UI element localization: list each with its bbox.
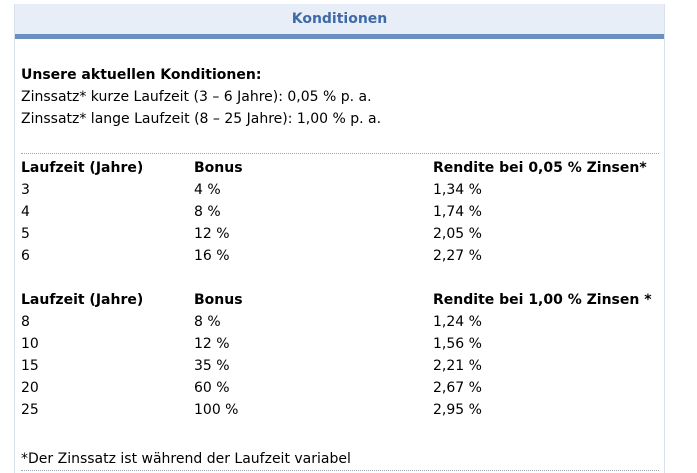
- table-row: [21, 223, 659, 245]
- col-header-bonus: Bonus: [194, 292, 243, 308]
- table-row: [21, 399, 659, 421]
- table-row: [21, 333, 659, 355]
- cell-term: 8: [21, 314, 30, 330]
- separator: [21, 153, 659, 154]
- table-row: [21, 179, 659, 201]
- cell-bonus: 8 %: [194, 314, 221, 330]
- cell-yield: 1,34 %: [433, 182, 482, 198]
- table1-header-row: [21, 157, 659, 179]
- cell-bonus: 12 %: [194, 336, 230, 352]
- cell-term: 3: [21, 182, 30, 198]
- table2-header-row: [21, 289, 659, 311]
- cell-bonus: 100 %: [194, 402, 239, 418]
- cell-yield: 1,24 %: [433, 314, 482, 330]
- cell-bonus: 12 %: [194, 226, 230, 242]
- table-row: [21, 201, 659, 223]
- cell-term: 6: [21, 248, 30, 264]
- cell-yield: 2,21 %: [433, 358, 482, 374]
- cell-yield: 2,67 %: [433, 380, 482, 396]
- cell-term: 5: [21, 226, 30, 242]
- cell-yield: 2,27 %: [433, 248, 482, 264]
- cell-yield: 1,56 %: [433, 336, 482, 352]
- cell-yield: 2,05 %: [433, 226, 482, 242]
- bottom-separator: [21, 470, 659, 471]
- cell-term: 4: [21, 204, 30, 220]
- cell-yield: 1,74 %: [433, 204, 482, 220]
- cell-term: 20: [21, 380, 39, 396]
- table-row: [21, 355, 659, 377]
- cell-bonus: 35 %: [194, 358, 230, 374]
- col-header-term: Laufzeit (Jahre): [21, 292, 144, 308]
- col-header-term: Laufzeit (Jahre): [21, 160, 144, 176]
- long-term-rate: Zinssatz* lange Laufzeit (8 – 25 Jahre): 1,00 % p. a.: [21, 111, 382, 127]
- panel-header: [15, 4, 664, 39]
- cell-bonus: 60 %: [194, 380, 230, 396]
- col-header-yield: Rendite bei 1,00 % Zinsen *: [433, 292, 652, 308]
- cell-bonus: 16 %: [194, 248, 230, 264]
- short-term-rate: Zinssatz* kurze Laufzeit (3 – 6 Jahre): 0,05 % p. a.: [21, 89, 372, 105]
- table-row: [21, 245, 659, 267]
- intro-heading: Unsere aktuellen Konditionen:: [21, 67, 262, 83]
- cell-term: 15: [21, 358, 39, 374]
- footnote: *Der Zinssatz ist während der Laufzeit variabel: [21, 451, 351, 467]
- cell-term: 10: [21, 336, 39, 352]
- cell-bonus: 8 %: [194, 204, 221, 220]
- cell-term: 25: [21, 402, 39, 418]
- panel-title: Konditionen: [291, 11, 388, 27]
- table-row: [21, 377, 659, 399]
- col-header-bonus: Bonus: [194, 160, 243, 176]
- col-header-yield: Rendite bei 0,05 % Zinsen*: [433, 160, 647, 176]
- cell-yield: 2,95 %: [433, 402, 482, 418]
- cell-bonus: 4 %: [194, 182, 221, 198]
- table-row: [21, 311, 659, 333]
- conditions-panel: [14, 4, 665, 473]
